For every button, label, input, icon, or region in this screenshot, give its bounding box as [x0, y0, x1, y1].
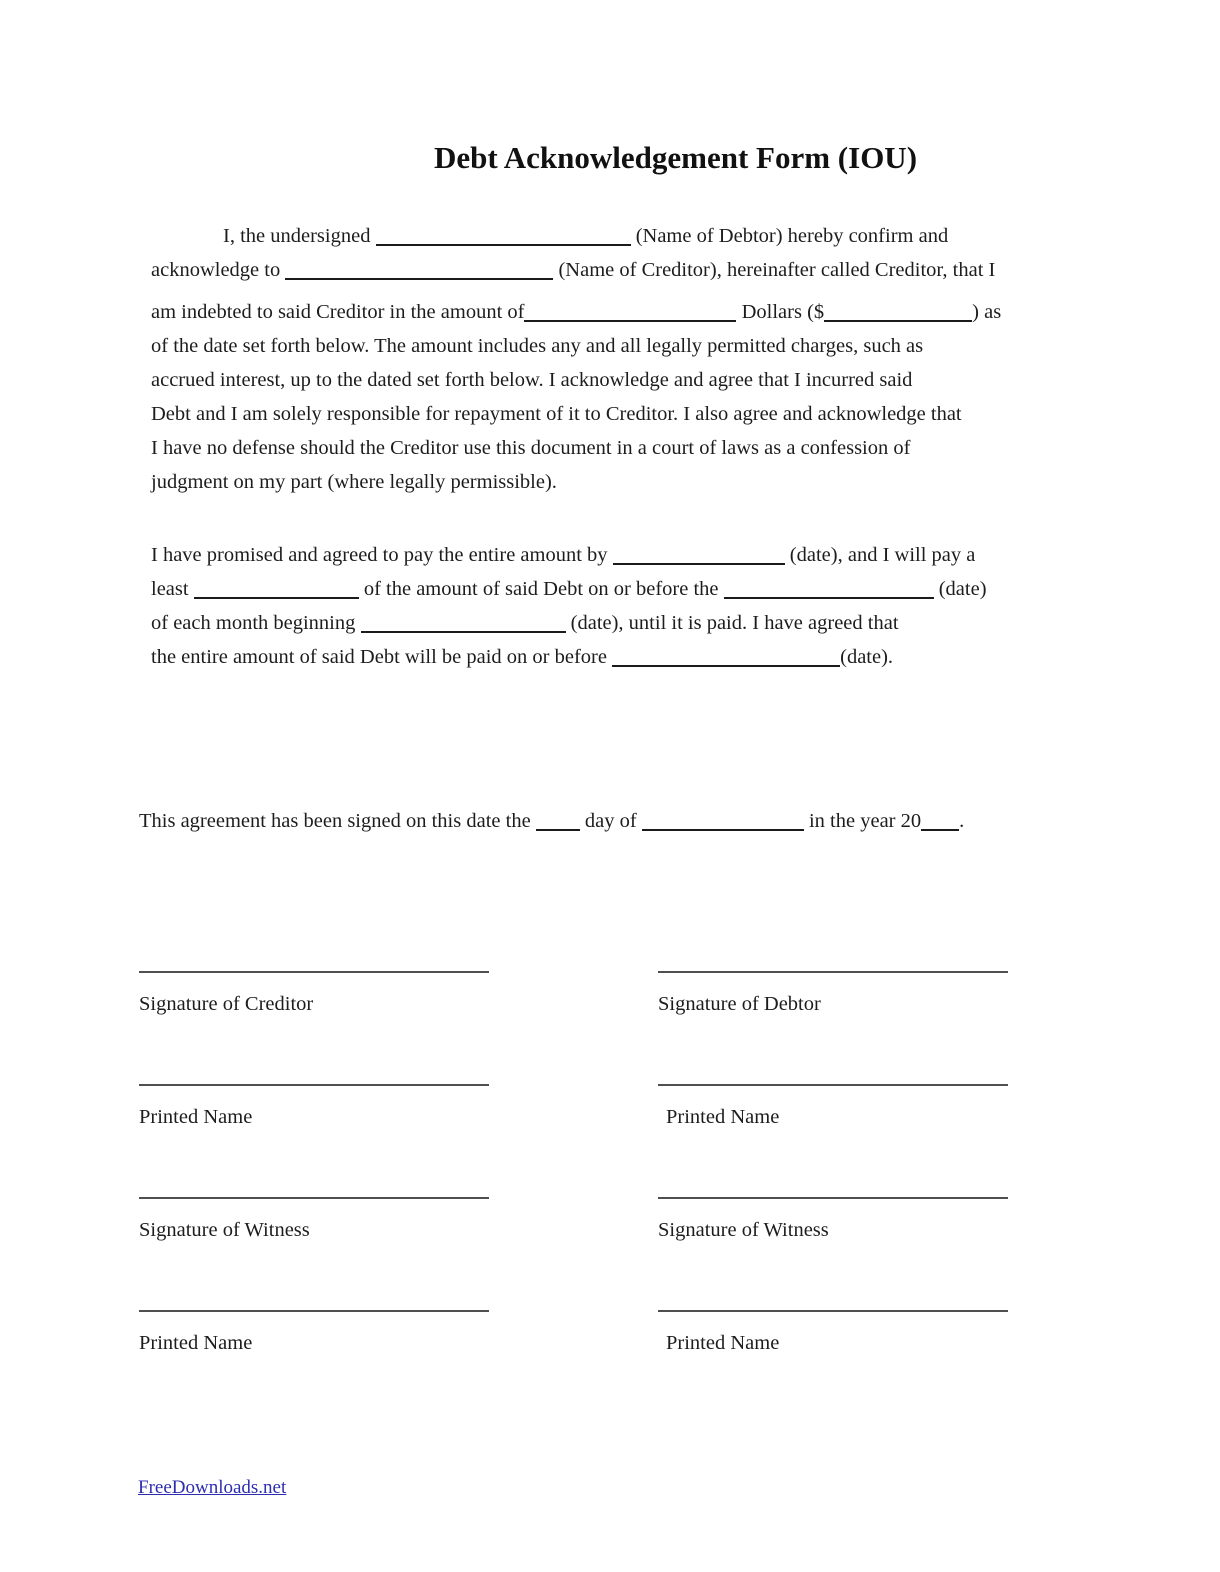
- text-run: the entire amount of said Debt will be paid on or before: [151, 646, 613, 668]
- text-line: [151, 397, 1111, 431]
- signature-line-witness-left: [139, 1197, 489, 1199]
- text-line: [151, 219, 1111, 253]
- text-run: .: [959, 810, 965, 832]
- text-run: (Name of Creditor), hereinafter called Creditor, that I: [553, 259, 996, 281]
- text-line: [151, 538, 1111, 572]
- text-line: [151, 640, 1111, 674]
- text-run: (date).: [840, 646, 894, 668]
- text-run: acknowledge to: [151, 259, 286, 281]
- text-run: (date): [933, 578, 987, 600]
- text-run: (date), and I will pay a: [784, 544, 976, 566]
- text-line: [151, 329, 1111, 363]
- blank-field: [376, 224, 631, 247]
- text-line: [151, 253, 1111, 287]
- printed-name-witness-left-label: Printed Name: [139, 1332, 253, 1354]
- text-run: of the amount of said Debt on or before the: [358, 578, 724, 600]
- text-line: [151, 606, 1111, 640]
- freedownloads-link[interactable]: FreeDownloads.net: [138, 1477, 287, 1498]
- page-title: Debt Acknowledgement Form (IOU): [434, 140, 918, 175]
- signature-of-creditor-label: Signature of Creditor: [139, 993, 314, 1015]
- text-line: [151, 363, 1111, 397]
- text-run: (date), until it is paid. I have agreed that: [565, 612, 899, 634]
- text-run: I, the undersigned: [223, 225, 376, 247]
- printed-name-line-witness-left: [139, 1310, 489, 1312]
- text-run: (Name of Debtor) hereby confirm and: [630, 225, 949, 247]
- signature-of-debtor-label: Signature of Debtor: [658, 993, 821, 1015]
- text-run: This agreement has been signed on this date the: [139, 810, 536, 832]
- paragraph-debt-acknowledgement: [151, 219, 1111, 499]
- text-run: am indebted to said Creditor in the amount of: [151, 301, 525, 323]
- text-run: I have promised and agreed to pay the entire amount by: [151, 544, 613, 566]
- printed-name-line-witness-right: [658, 1310, 1008, 1312]
- printed-name-creditor-label: Printed Name: [139, 1106, 253, 1128]
- text-run: ) as: [972, 301, 1002, 323]
- printed-name-line-debtor: [658, 1084, 1008, 1086]
- text-run: in the year 20: [803, 810, 922, 832]
- printed-name-line-creditor: [139, 1084, 489, 1086]
- text-line: [151, 431, 1111, 465]
- text-run: Dollars ($: [736, 301, 825, 323]
- signature-of-witness-left-label: Signature of Witness: [139, 1219, 310, 1241]
- text-line: [151, 295, 1111, 329]
- signature-line-witness-right: [658, 1197, 1008, 1199]
- text-line: [151, 465, 1111, 499]
- text-run: least: [151, 578, 194, 600]
- text-run: of each month beginning: [151, 612, 361, 634]
- text-line: [151, 572, 1111, 606]
- blank-field: [536, 809, 580, 832]
- blank-field: [524, 300, 736, 323]
- printed-name-witness-right-label: Printed Name: [666, 1332, 780, 1354]
- blank-field: [361, 611, 566, 634]
- blank-field: [285, 258, 553, 281]
- blank-field: [921, 809, 959, 832]
- text-run: I have no defense should the Creditor use this document in a court of laws as a confession of: [151, 437, 911, 459]
- blank-field: [642, 809, 804, 832]
- blank-field: [612, 645, 840, 668]
- text-run: Debt and I am solely responsible for repayment of it to Creditor. I also agree and acknowledge that: [151, 403, 962, 425]
- blank-field: [724, 577, 934, 600]
- signature-line-debtor: [658, 971, 1008, 973]
- agreement-date-sentence: [139, 804, 1169, 838]
- signature-line-creditor: [139, 971, 489, 973]
- blank-field: [824, 300, 972, 323]
- blank-field: [194, 577, 359, 600]
- text-run: day of: [579, 810, 642, 832]
- signature-of-witness-right-label: Signature of Witness: [658, 1219, 829, 1241]
- text-run: judgment on my part (where legally permissible).: [151, 471, 557, 493]
- paragraph-payment-promise: [151, 538, 1111, 674]
- text-line: [139, 804, 1169, 838]
- blank-field: [613, 543, 785, 566]
- text-run: of the date set forth below. The amount includes any and all legally permitted charges, such as: [151, 335, 924, 357]
- printed-name-debtor-label: Printed Name: [666, 1106, 780, 1128]
- text-run: accrued interest, up to the dated set forth below. I acknowledge and agree that I incurred said: [151, 369, 913, 391]
